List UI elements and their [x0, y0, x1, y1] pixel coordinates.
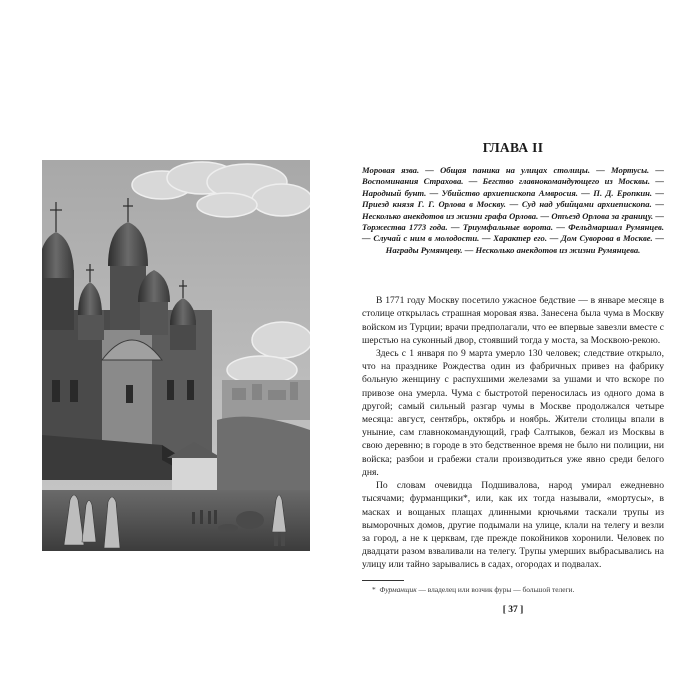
footnote	[362, 585, 664, 595]
page-number: [ 37 ]	[502, 604, 524, 615]
body-paragraph-1: В 1771 году Москву посетило ужасное бедствие — в январе месяце в столице открылась страшная моровая язва. Занесена была чума в Москву войском из Турции; врачи предполагали, что ее впервые завезли вместе с шерстью на суконный двор, стоявший тогда у моста, за Москвою-рекою.	[362, 295, 664, 346]
footnote-marker: *	[372, 584, 376, 594]
footnote-term: Фурманщик	[379, 584, 417, 594]
footnote-definition: — владелец или возчик фуры — большой телеги.	[416, 584, 575, 594]
engraving-illustration	[42, 160, 310, 551]
engraving-drawing	[42, 160, 310, 551]
body-paragraph-3: По словам очевидца Подшивалова, народ умирал ежедневно тысячами; фурманщики*, или, как их тогда называли, «мортусы», в масках и вощаных плащах длинными крючьями таскали трупы из выморочных домов, другие подымали на улице, клали на телегу и везли за город, а не к церквам, где прежде покойников хоронили. Человек по двадцати разом взваливали на телегу. Трупы умерших выбрасывались на улицу или тайно зарывались в садах, огородах и подвалах.	[362, 480, 664, 571]
footnote-rule	[362, 580, 404, 581]
body-paragraph-2: Здесь с 1 января по 9 марта умерло 130 человек; следствие открыло, что на празднике Рождества один из фабричных привез на фабрику больную женщину с распухшими железами за ушами и что вскоре по привозе она умерла. Чума с быстротой переносилась из одного дома в другой; самый сильный разгар чумы в Москве продолжался четыре месяца: август, сентябрь, октябрь и ноябрь. Жители столицы впали в уныние, сам главнокомандующий, граф Салтыков, бежал из Москвы в свою деревню; в городе в это бедственное время не было ни полиции, ни войска; разбои и грабежи стали производиться уже явно среди белого дня.	[362, 348, 664, 478]
chapter-title: ГЛАВА II	[482, 140, 544, 155]
chapter-summary: Моровая язва. — Общая паника на улицах столицы. — Мортусы. — Воспоминания Страхова. — Бегство главнокомандующего из Москвы. — Народный бунт. — Убийство архиепископа Амвросия. — П. Д. Еропкин. — Приезд князя Г. Г. Орлова в Москву. — Суд над убийцами архиепископа. — Несколько анекдотов из жизни графа Орлова. — Отъезд Орлова за границу. — Торжества 1773 года. — Триумфальные ворота. — Фельдмаршал Румянцев. — Случай с ним в молодости. — Характер его. — Дом Суворова в Москве. — Награды Румянцеву. — Несколько анекдотов из жизни Румянцева.	[362, 165, 664, 255]
text-column	[362, 140, 664, 615]
